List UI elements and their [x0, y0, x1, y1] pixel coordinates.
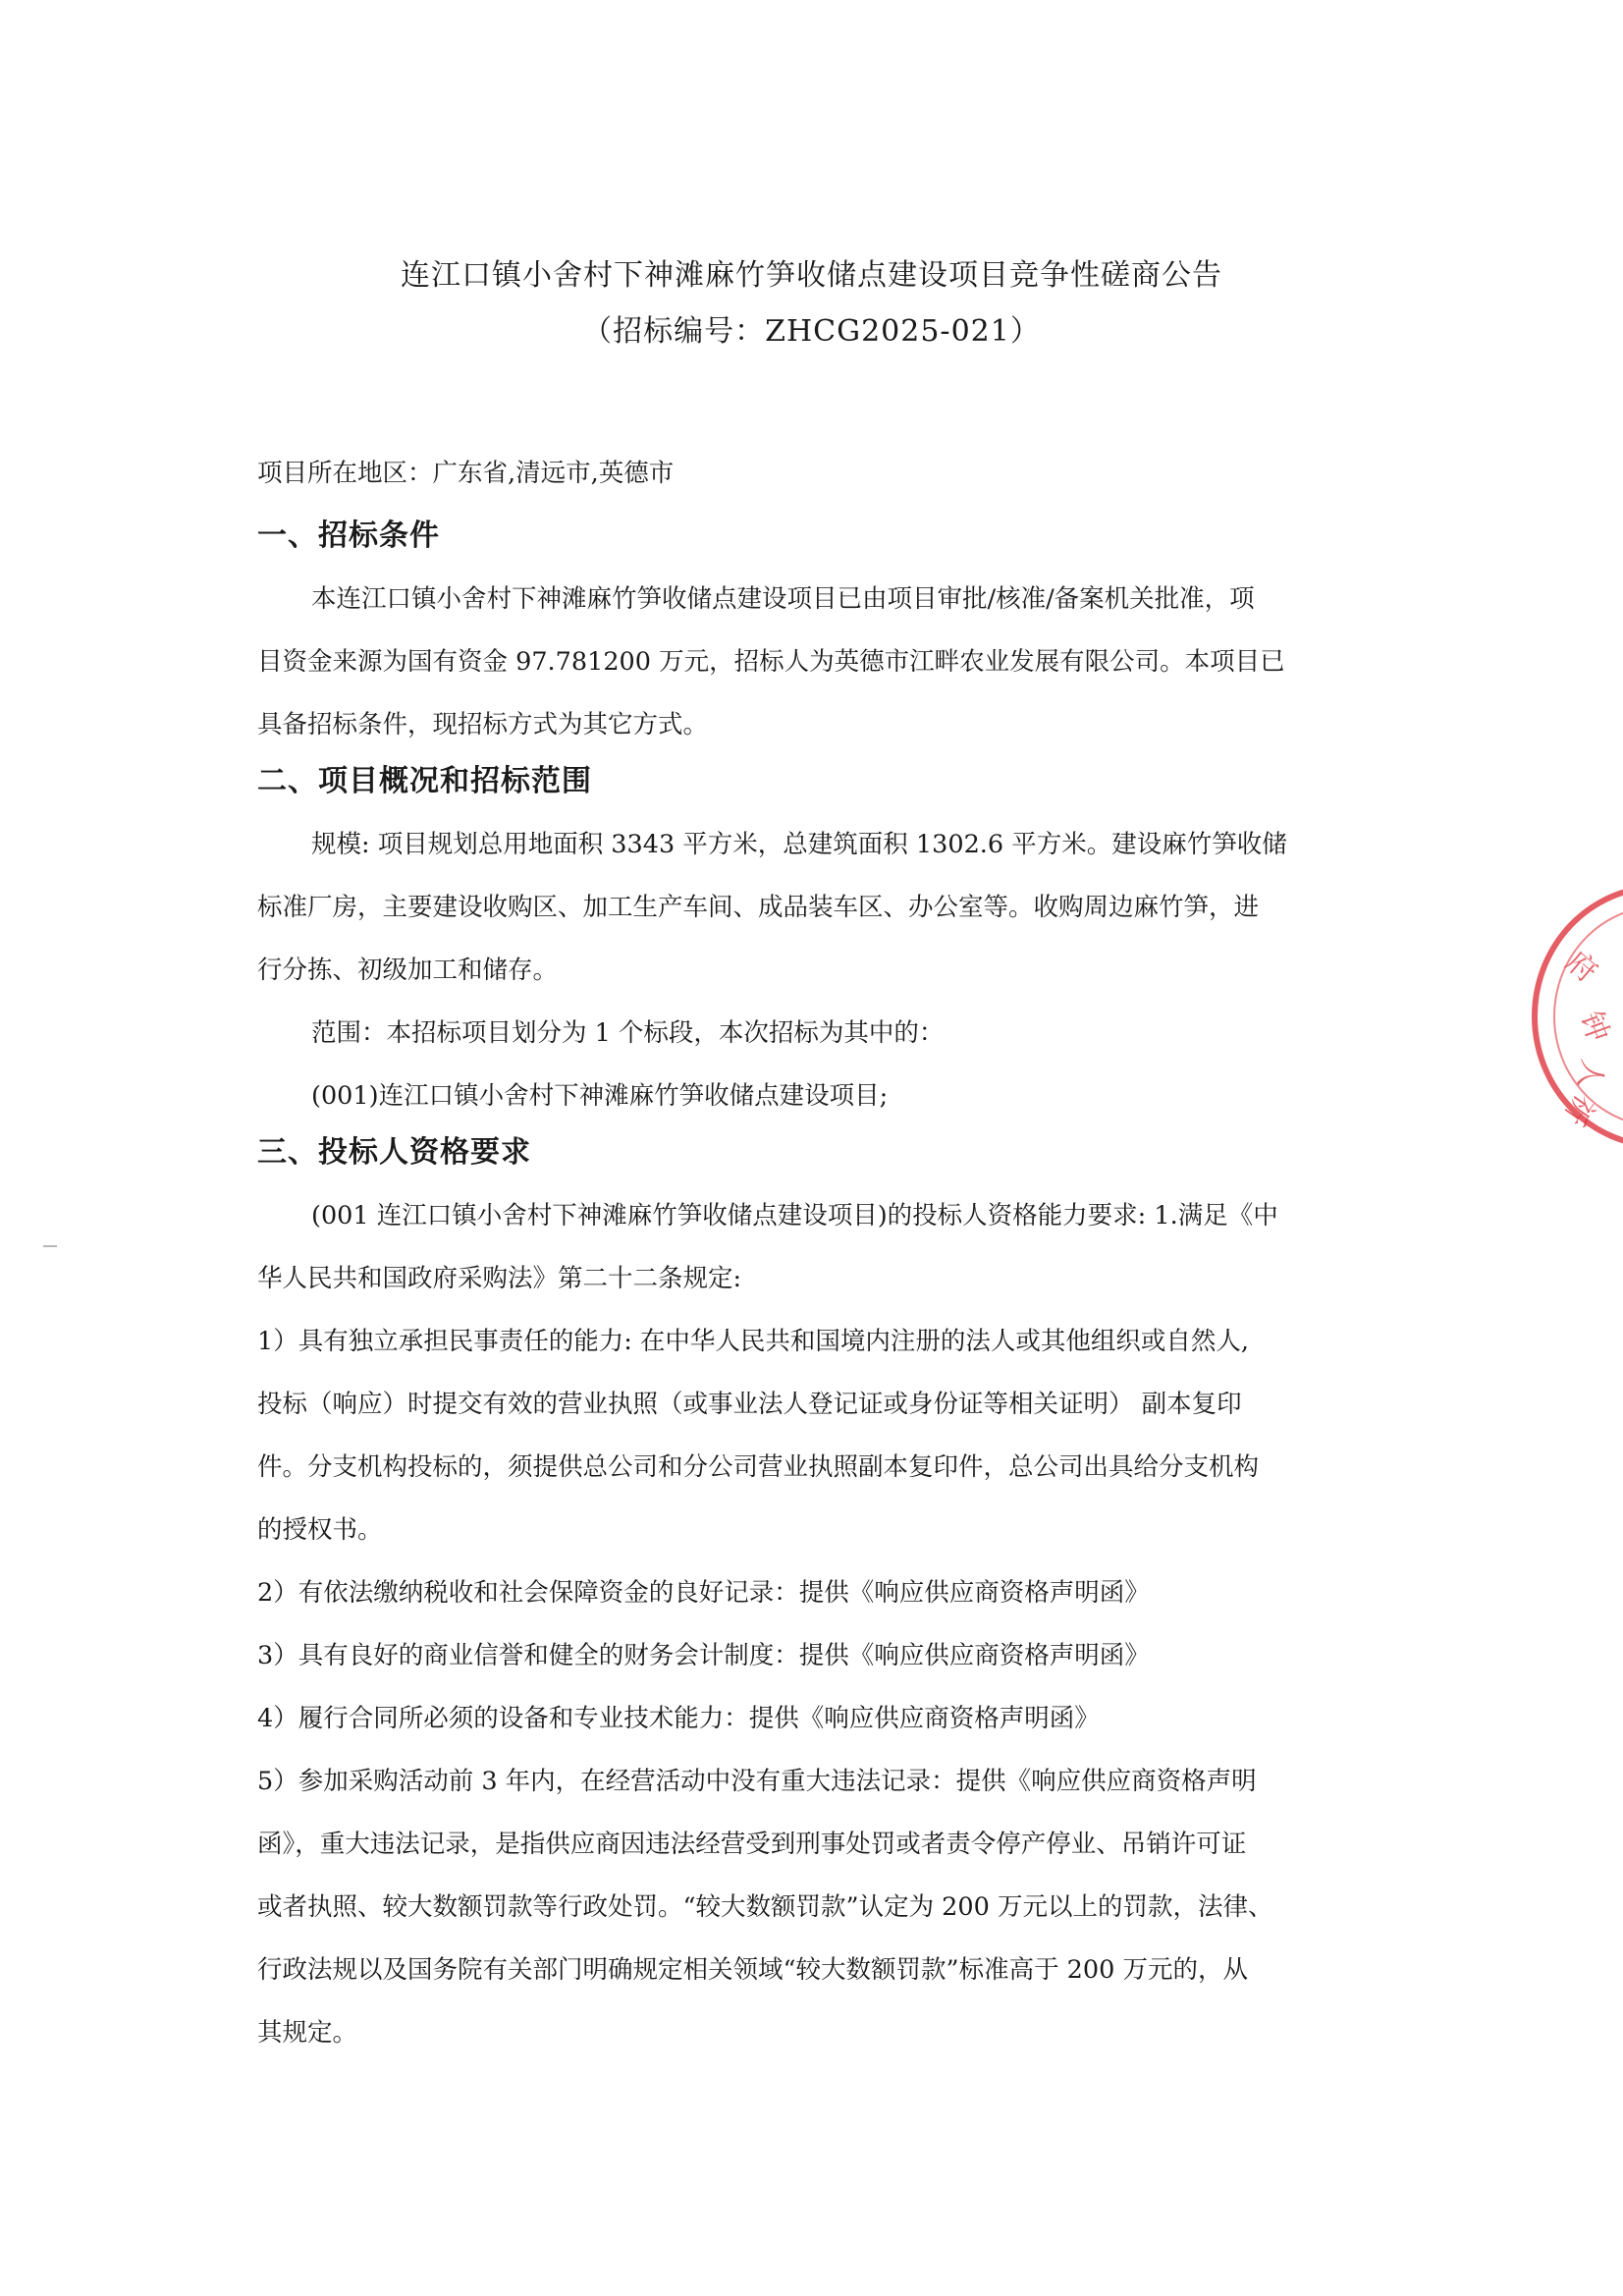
paragraph-line: 标准厂房，主要建设收购区、加工生产车间、成品装车区、办公室等。收购周边麻竹笋，进	[257, 893, 1260, 922]
section-heading-3: 三、投标人资格要求	[257, 1135, 531, 1170]
paragraph-line: 函》，重大违法记录，是指供应商因违法经营受到刑事处罚或者责令停产停业、吊销许可证	[257, 1830, 1247, 1859]
paragraph-line: 规模: 项目规划总用地面积 3343 平方米，总建筑面积 1302.6 平方米。建设麻竹笋收储	[311, 830, 1287, 859]
paragraph-line: 具备招标条件，现招标方式为其它方式。	[257, 710, 709, 739]
paragraph-line: 其规定。	[257, 2018, 358, 2048]
paragraph-line: 2）有依法缴纳税收和社会保障资金的良好记录：提供《响应供应商资格声明函》	[257, 1578, 1150, 1608]
paragraph-line: 行政法规以及国务院有关部门明确规定相关领域“较大数额罚款”标准高于 200 万元的，从	[257, 1955, 1248, 1985]
project-location: 项目所在地区：广东省,清远市,英德市	[257, 459, 675, 488]
paragraph-line: 件。分支机构投标的，须提供总公司和分公司营业执照副本复印件，总公司出具给分支机构	[257, 1452, 1260, 1482]
paragraph-line: 或者执照、较大数额罚款等行政处罚。“较大数额罚款”认定为 200 万元以上的罚款，法律、	[257, 1892, 1273, 1922]
paragraph-line: 的授权书。	[257, 1515, 383, 1545]
paragraph-line: 华人民共和国政府采购法》第二十二条规定:	[257, 1264, 742, 1293]
seal-glyph: 府	[1559, 944, 1604, 990]
paragraph-line: (001 连江口镇小舍村下神滩麻竹笋收储点建设项目)的投标人资格能力要求: 1.满足《中	[311, 1201, 1278, 1230]
scan-margin-mark	[43, 1245, 57, 1247]
paragraph-line: 4）履行合同所必须的设备和专业技术能力：提供《响应供应商资格声明函》	[257, 1704, 1100, 1733]
seal-glyph: 钟	[1573, 1007, 1616, 1047]
seal-glyph: 祈	[1556, 1087, 1602, 1132]
section-heading-2: 二、项目概况和招标范围	[257, 764, 592, 798]
paragraph-line: 范围：本招标项目划分为 1 个标段，本次招标为其中的：	[311, 1018, 945, 1048]
paragraph-line: 目资金来源为国有资金 97.781200 万元，招标人为英德市江畔农业发展有限公司。本项目已	[257, 647, 1285, 677]
section-heading-1: 一、招标条件	[257, 519, 440, 553]
paragraph-line: (001)连江口镇小舍村下神滩麻竹笋收储点建设项目;	[311, 1081, 889, 1111]
document-title: 连江口镇小舍村下神滩麻竹笋收储点建设项目竞争性磋商公告	[401, 258, 1222, 293]
paragraph-line: 行分拣、初级加工和储存。	[257, 956, 559, 985]
seal-glyph: 人	[1570, 1056, 1610, 1092]
paragraph-line: 投标（响应）时提交有效的营业执照（或事业法人登记证或身份证等相关证明） 副本复印	[257, 1390, 1242, 1419]
paragraph-line: 3）具有良好的商业信誉和健全的财务会计制度：提供《响应供应商资格声明函》	[257, 1641, 1150, 1670]
paragraph-line: 5）参加采购活动前 3 年内，在经营活动中没有重大违法记录：提供《响应供应商资格声明	[257, 1767, 1257, 1796]
paragraph-line: 1）具有独立承担民事责任的能力: 在中华人民共和国境内注册的法人或其他组织或自然人,	[257, 1327, 1250, 1356]
paragraph-line: 本连江口镇小舍村下神滩麻竹笋收储点建设项目已由项目审批/核准/备案机关批准，项	[311, 584, 1255, 614]
tender-number: （招标编号：ZHCG2025-021）	[582, 314, 1041, 349]
